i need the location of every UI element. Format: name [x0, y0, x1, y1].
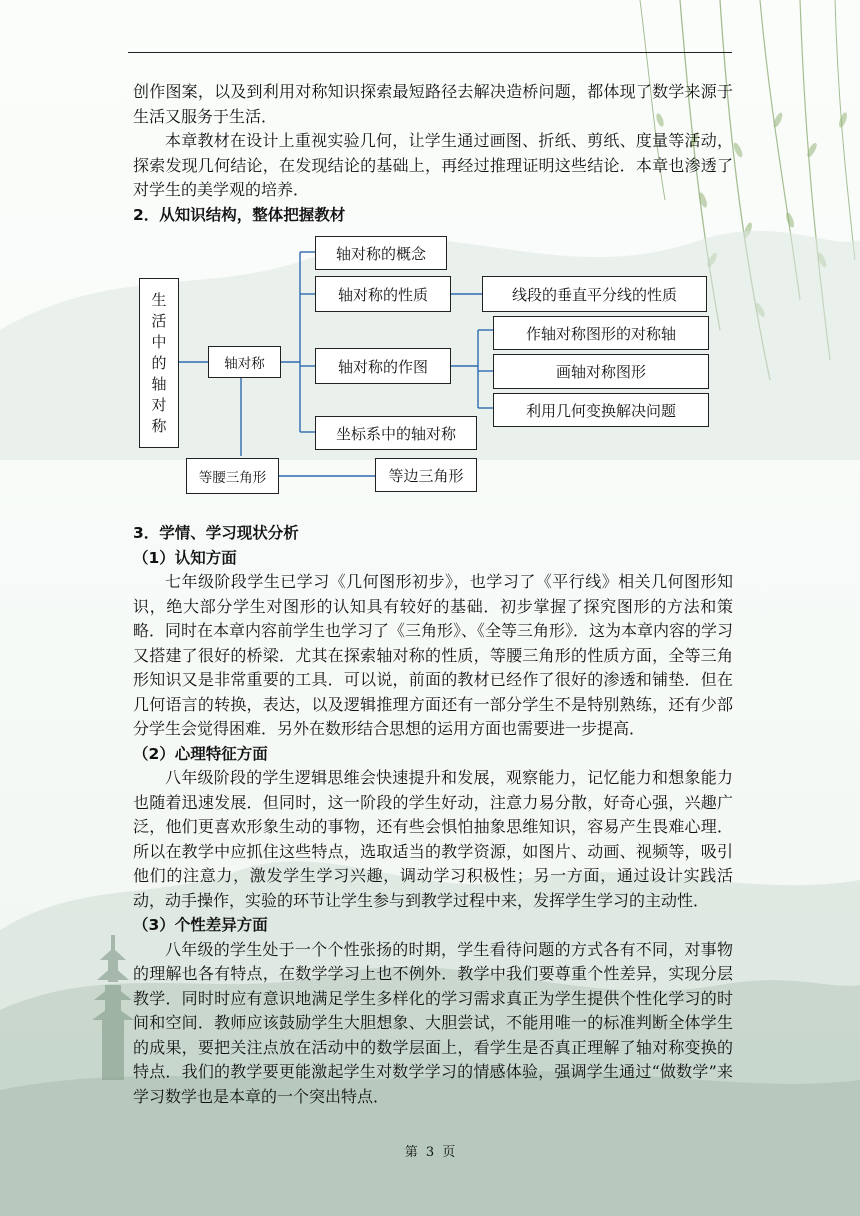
- node-isosceles-triangle: 等腰三角形: [186, 458, 279, 494]
- node-property: 轴对称的性质: [315, 276, 451, 312]
- footer-prefix: 第: [404, 1145, 418, 1160]
- paragraph: 八年级的学生处于一个个性张扬的时期，学生看待问题的方式各有不同，对事物的理解也各有特点，在数学学习上也不例外．教学中我们要尊重个性差异，实现分层教学．同时时应有意识地满足学生多样化的学习需求真正为学生提供个性化学习的时间和空间．教师应该鼓励学生大胆想象、大胆尝试，不能用唯一的标准判断全体学生的成果，要把关注点放在活动中的数学层面上，看学生是否真正理解了轴对称变换的特点．我们的教学要更能激起学生对数学学习的情感体验，强调学生通过“做数学”来学习数学也是本章的一个突出特点．: [133, 939, 733, 1106]
- root-char: 轴: [151, 374, 167, 393]
- footer-suffix: 页: [442, 1145, 456, 1160]
- section-heading: 3．学情、学习现状分析: [133, 524, 299, 542]
- section-heading: 2．从知识结构，整体把握教材: [133, 205, 346, 224]
- node-find-axis: 作轴对称图形的对称轴: [493, 316, 709, 350]
- paragraph: 创作图案，以及到利用对称知识探索最短路径去解决造桥问题，都体现了数学来源于生活又服务于生活．: [133, 82, 733, 126]
- subsection-heading: （1）认知方面: [133, 548, 237, 567]
- subsection-heading: （3）个性差异方面: [133, 916, 268, 934]
- root-box-life-symmetry: [139, 278, 179, 448]
- root-char: 活: [151, 311, 167, 330]
- header-rule: [128, 52, 732, 53]
- node-equilateral-triangle: 等边三角形: [375, 458, 477, 492]
- paragraph: 七年级阶段学生已学习《几何图形初步》，也学习了《平行线》相关几何图形知识，绝大部分学生对图形的认知具有较好的基础．初步掌握了探究图形的方法和策略．同时在本章内容前学生也学习了《三角形》、《全等三角形》．这为本章内容的学习又搭建了很好的桥梁．尤其在探索轴对称的性质，等腰三角形的性质方面，全等三角形知识又是非常重要的工具．可以说，前面的教材已经作了很好的渗透和铺垫．但在几何语言的转换，表达，以及逻辑推理方面还有一部分学生不是特别熟练，还有少部分学生会觉得困难．另外在数形结合思想的运用方面也需要进一步提高．: [133, 572, 734, 738]
- paragraph: 八年级阶段的学生逻辑思维会快速提升和发展，观察能力，记忆能力和想象能力也随着迅速发展．但同时，这一阶段的学生好动，注意力易分散，好奇心强，兴趣广泛，他们更喜欢形象生动的事物，还有些会惧怕抽象思维知识，容易产生畏难心理．所以在教学中应抓住这些特点，选取适当的教学资源，如图片、动画、视频等，吸引他们的注意力，激发学生学习兴趣，调动学习积极性；另一方面，通过设计实践活动，动手操作，实验的环节让学生参与到教学过程中来，发挥学生学习的主动性．: [133, 768, 733, 910]
- node-coordinate-symmetry: 坐标系中的轴对称: [315, 416, 477, 450]
- node-draw-figure: 画轴对称图形: [493, 354, 709, 389]
- paragraph: 本章教材在设计上重视实验几何，让学生通过画图、折纸、剪纸、度量等活动，探索发现几何结论，在发现结论的基础上，再经过推理证明这些结论．本章也渗透了对学生的美学观的培养．: [133, 131, 733, 199]
- knowledge-structure-diagram: [133, 232, 733, 502]
- root-char: 对: [151, 395, 167, 414]
- node-perpendicular-bisector: 线段的垂直平分线的性质: [482, 276, 707, 312]
- subsection-heading: （2）心理特征方面: [133, 744, 268, 763]
- node-geometric-transformation: 利用几何变换解决问题: [493, 393, 709, 427]
- root-char: 中: [151, 332, 167, 351]
- page-footer: [0, 1141, 860, 1160]
- node-concept: 轴对称的概念: [315, 236, 447, 270]
- intro-text: [133, 80, 733, 227]
- page-number: 3: [425, 1145, 435, 1160]
- node-axial-symmetry: 轴对称: [208, 346, 281, 378]
- root-char: 的: [151, 353, 167, 372]
- root-char: 称: [151, 416, 167, 435]
- analysis-section: [133, 521, 733, 1109]
- root-char: 生: [151, 290, 167, 309]
- node-construction: 轴对称的作图: [315, 348, 451, 384]
